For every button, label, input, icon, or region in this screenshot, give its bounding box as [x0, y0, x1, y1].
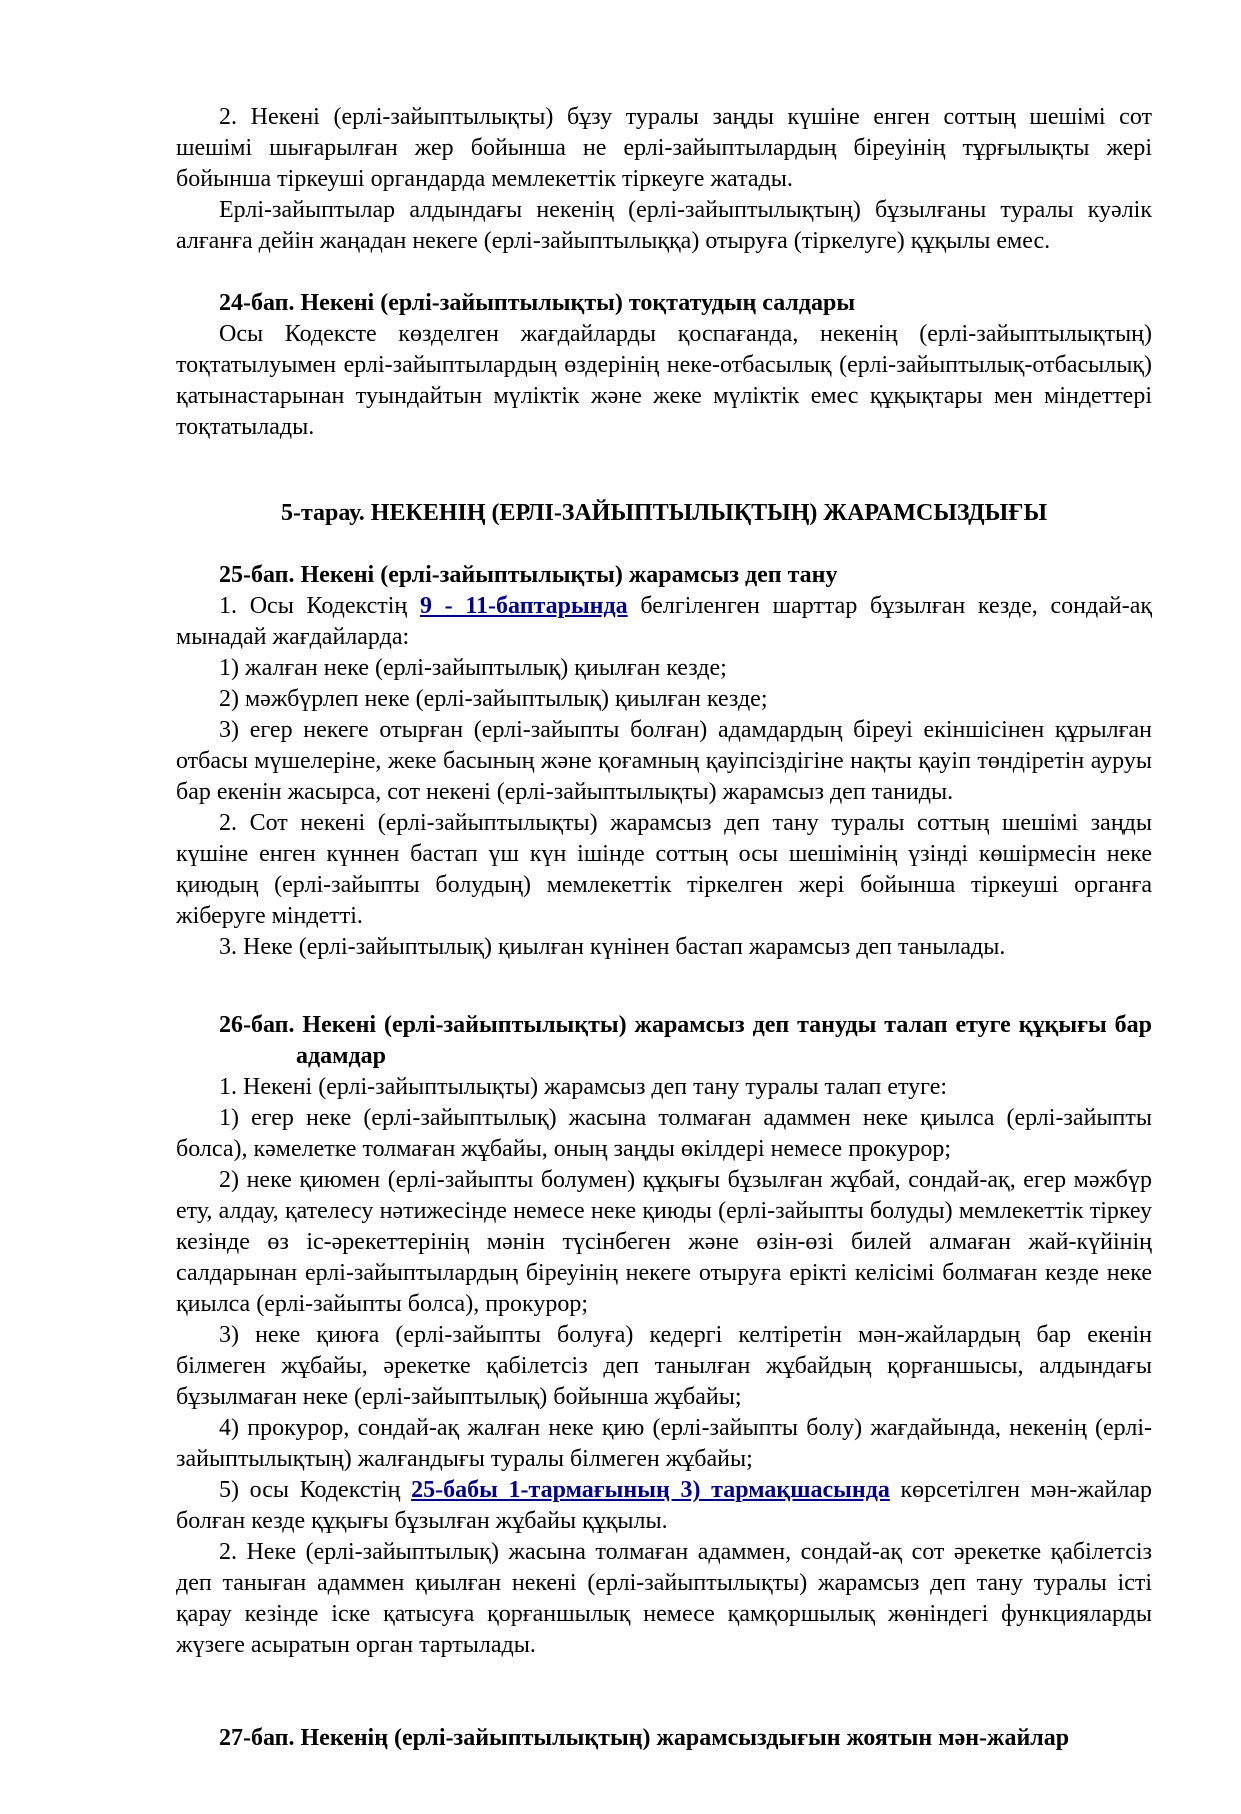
blank-line	[176, 963, 1152, 1010]
article24-paragraph-1: Осы Кодексте көзделген жағдайларды қоспағанда, некенің (ерлі-зайыптылықтың) тоқтатылуымен ерлі-зайыптылардың өздерінің неке-отбасылық (ерлі-зайыптылық-отбасылық) қатынастарынан туындайтын мүліктік және жеке мүліктік емес құқықтары мен міндеттері тоқтатылады.	[176, 321, 1152, 440]
article26-item-4: 4) прокурор, сондай-ақ жалған неке қию (ерлі-зайыпты болу) жағдайында, некенің (ерлі-зайыптылықтың) жалғандығы туралы білмеген жұбайы;	[176, 1415, 1152, 1472]
article-26-heading: 26-бап. Некені (ерлі-зайыптылықты) жарамсыз деп тануды талап етуге құқығы бар адамдар	[219, 1012, 1152, 1069]
article-25-heading: 25-бап. Некені (ерлі-зайыптылықты) жарамсыз деп тану	[219, 562, 838, 588]
article-27-heading: 27-бап. Некенің (ерлі-зайыптылықтың) жарамсыздығын жоятын мән-жайлар	[219, 1725, 1070, 1751]
article-24-heading: 24-бап. Некені (ерлі-зайыптылықты) тоқтатудың салдары	[219, 290, 856, 316]
article26-item-5	[176, 1475, 1152, 1537]
text-segment: көрсетілген мән-жайлар болған кезде құқығы бұзылған жұбайы құқылы.	[176, 1477, 1152, 1534]
article25-item-2: 2) мәжбүрлеп неке (ерлі-зайыптылық) қиылған кезде;	[219, 686, 768, 712]
article26-item-3: 3) неке қиюға (ерлі-зайыпты болуға) кедергі келтіретін мән-жайлардың бар екенін білмеген жұбайы, әрекетке қабілетсіз деп танылған жұбайдың қорғаншысы, алдындағы бұзылмаған неке (ерлі-зайыптылық) бойынша жұбайы;	[176, 1322, 1152, 1410]
blank-line	[176, 529, 1152, 560]
link-articles-9-11[interactable]: 9 - 11-баптарында	[419, 593, 628, 619]
article25-paragraph-2: 2. Сот некені (ерлі-зайыптылықты) жарамсыз деп тану туралы соттың шешімі заңды күшіне енген күннен бастап үш күн ішінде соттың осы шешімінің үзінді көшірмесін неке қиюдың (ерлі-зайыпты болудың) мемлекеттік тіркелген жері бойынша тіркеуші органға жіберуге міндетті.	[176, 810, 1152, 929]
article25-item-3: 3) егер некеге отырған (ерлі-зайыпты болған) адамдардың біреуі екіншісінен құрылған отбасы мүшелеріне, жеке басының және қоғамның қауіпсіздігіне нақты қауіп төндіретін ауруы бар екенін жасырса, сот некені (ерлі-зайыптылықты) жарамсыз деп таниды.	[176, 717, 1152, 805]
text-segment: 5) осы Кодекстің	[219, 1477, 412, 1503]
article23-paragraph-2: 2. Некені (ерлі-зайыптылықты) бұзу туралы заңды күшіне енген соттың шешімі сот шешімі шығарылған жер бойынша не ерлі-зайыптылардың біреуінің тұрғылықты жері бойынша тіркеуші органдарда мемлекеттік тіркеуге жатады.	[176, 104, 1152, 192]
article25-item-1: 1) жалған неке (ерлі-зайыптылық) қиылған кезде;	[219, 655, 727, 681]
chapter-5-heading: 5-тарау. НЕКЕНІҢ (ЕРЛІ-ЗАЙЫПТЫЛЫҚТЫҢ) ЖАРАМСЫЗДЫҒЫ	[280, 500, 1048, 526]
blank-line	[176, 443, 1152, 498]
article26-item-1: 1) егер неке (ерлі-зайыптылық) жасына толмаған адаммен неке қиылса (ерлі-зайыпты болса), кәмелетке толмаған жұбайы, оның заңды өкілдері немесе прокурор;	[176, 1105, 1152, 1162]
link-article-25-1-3[interactable]: 25-бабы 1-тармағының 3) тармақшасында	[411, 1477, 890, 1503]
article23-paragraph-3: Ерлі-зайыптылар алдындағы некенің (ерлі-зайыптылықтың) бұзылғаны туралы куәлік алғанға дейін жаңадан некеге (ерлі-зайыптылыққа) отыруға (тіркелуге) құқылы емес.	[176, 197, 1152, 254]
text-segment: белгіленген шарттар бұзылған кезде, сондай-ақ мынадай жағдайларда:	[176, 593, 1153, 650]
article25-paragraph-1	[176, 591, 1152, 653]
article26-item-2: 2) неке қиюмен (ерлі-зайыпты болумен) құқығы бұзылған жұбай, сондай-ақ, егер мәжбүр ету, алдау, қателесу нәтижесінде немесе неке қиюды (ерлі-зайыпты болуды) мемлекеттік тіркеу кезінде өз іс-әрекеттерінің мәнін түсінбеген және өзін-өзі билей алмаған жай-күйінің салдарынан ерлі-зайыптылардың біреуінің некеге отыруға ерікті келісімі болмаған кезде неке қиылса (ерлі-зайыпты болса), прокурор;	[176, 1167, 1152, 1317]
article25-paragraph-3: 3. Неке (ерлі-зайыптылық) қиылған күнінен бастап жарамсыз деп танылады.	[219, 934, 1006, 960]
article26-paragraph-1: 1. Некені (ерлі-зайыптылықты) жарамсыз деп тану туралы талап етуге:	[219, 1074, 948, 1100]
blank-line	[176, 1661, 1152, 1723]
article26-paragraph-2: 2. Неке (ерлі-зайыптылық) жасына толмаған адаммен, сондай-ақ сот әрекетке қабілетсіз деп таныған адаммен қиылған некені (ерлі-зайыптылықты) жарамсыз деп тану туралы істі қарау кезінде іске қатысуға қорғаншылық немесе қамқоршылық жөніндегі функцияларды жүзеге асыратын орган тартылады.	[176, 1539, 1152, 1658]
text-segment: 1. Осы Кодекстің	[219, 593, 420, 619]
blank-line	[176, 257, 1152, 288]
